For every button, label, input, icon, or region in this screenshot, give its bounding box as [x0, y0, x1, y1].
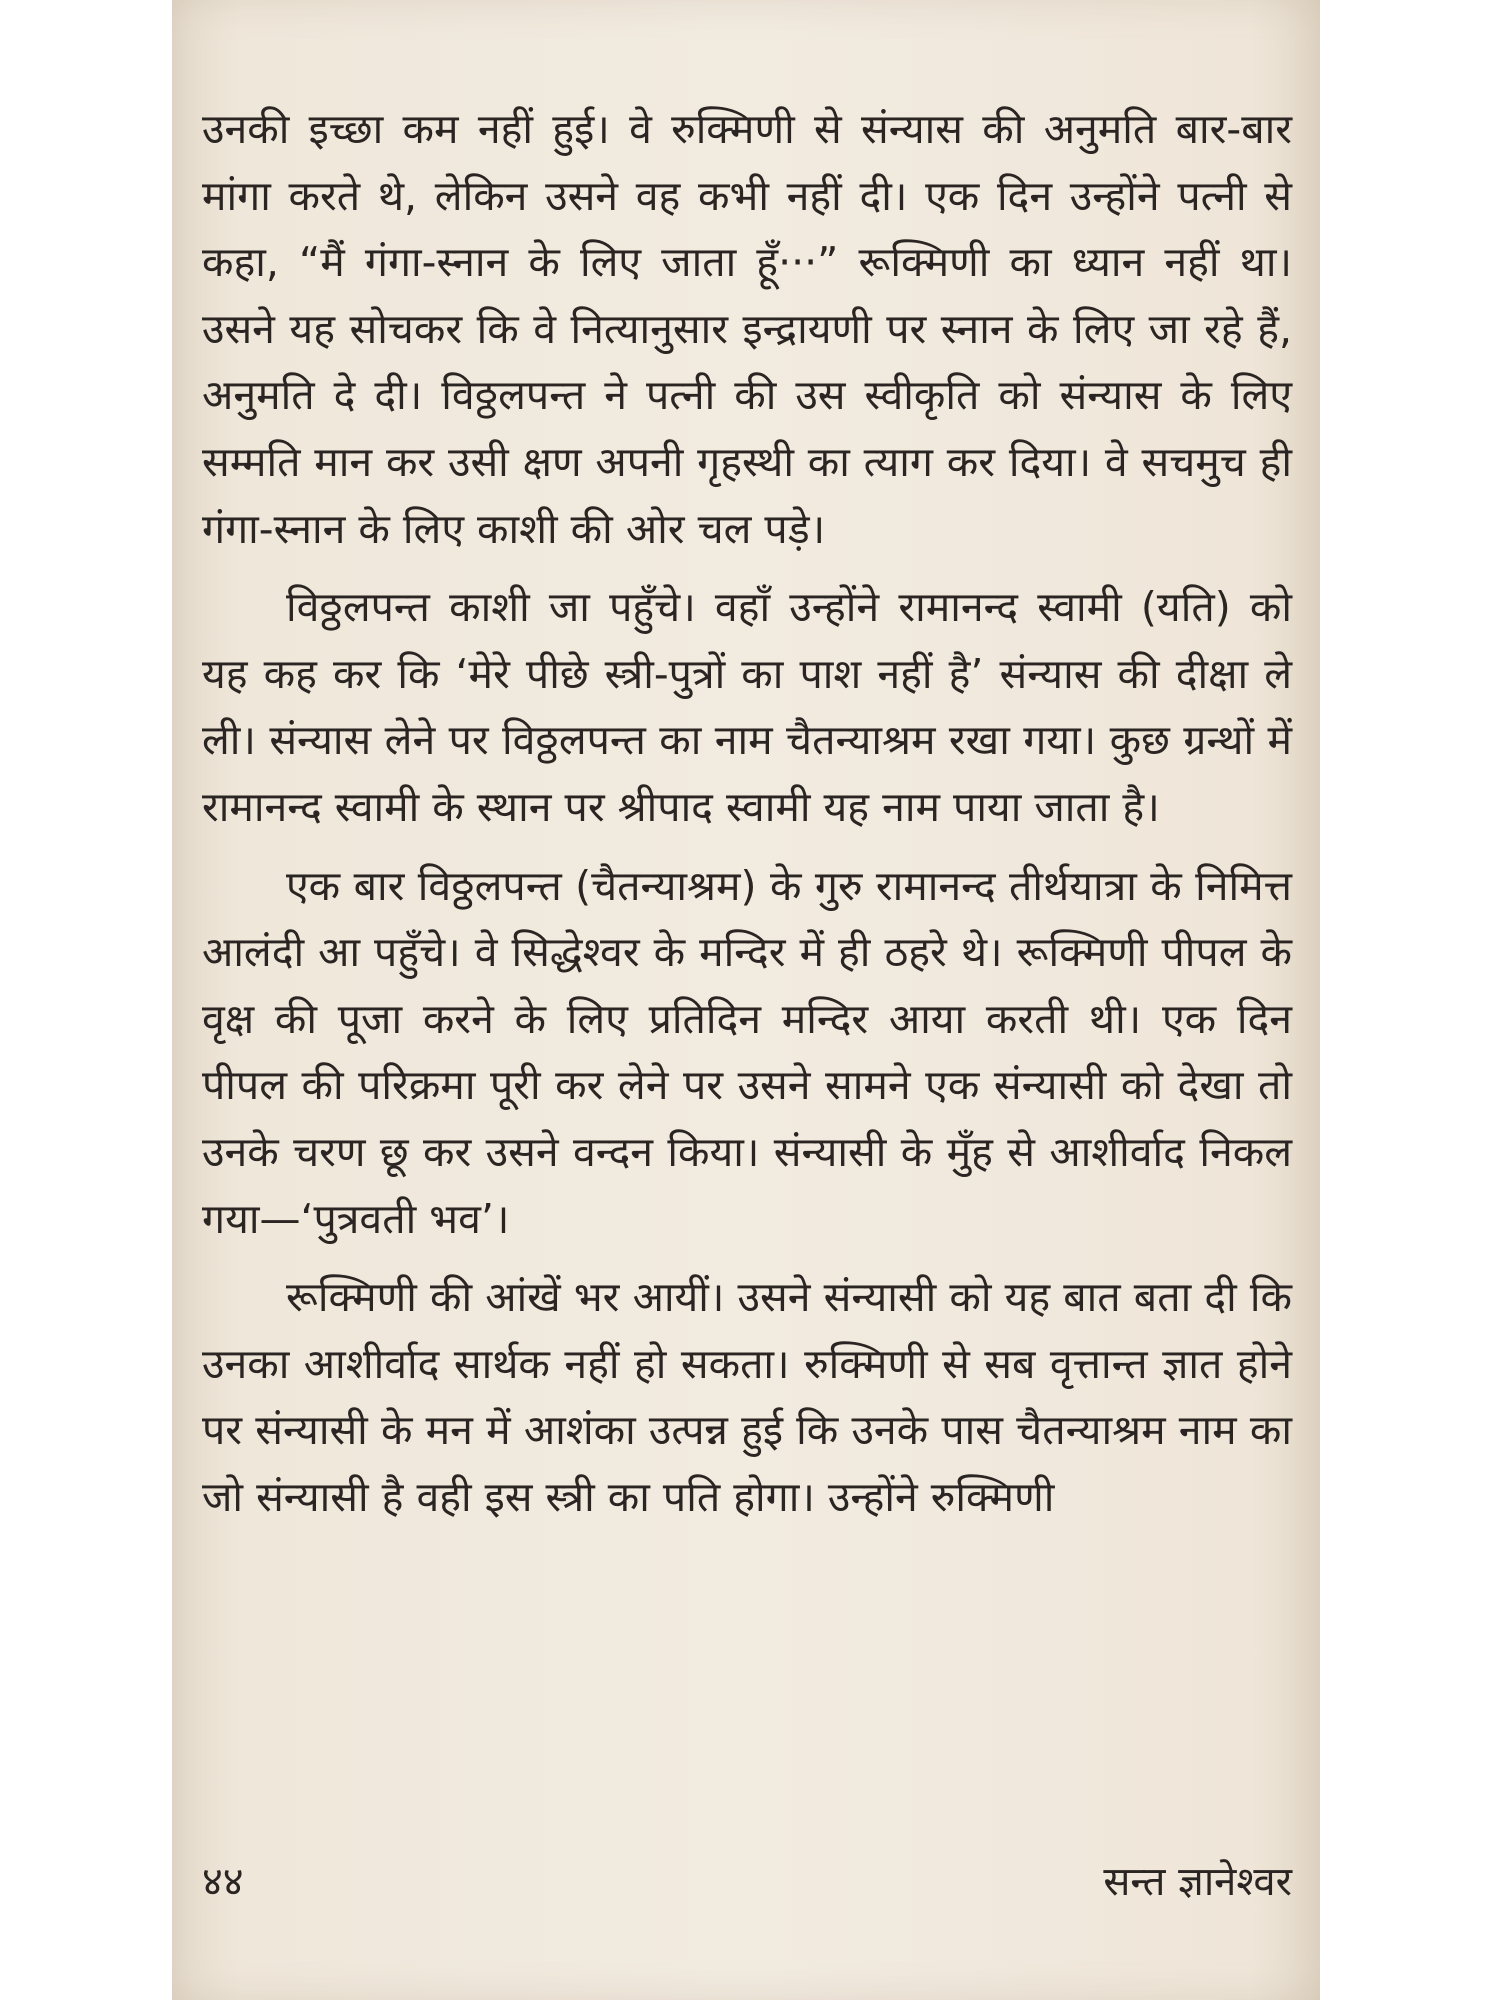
body-text	[202, 96, 1292, 1530]
paragraph-1: उनकी इच्छा कम नहीं हुई। वे रुक्मिणी से संन्यास की अनुमति बार-बार मांगा करते थे, लेकिन उसने वह कभी नहीं दी। एक दिन उन्होंने पत्नी से कहा, “मैं गंगा-स्नान के लिए जाता हूँ···” रूक्मिणी का ध्यान नहीं था। उसने यह सोचकर कि वे नित्यानुसार इन्द्रायणी पर स्नान के लिए जा रहे हैं, अनुमति दे दी। विठ्ठलपन्त ने पत्नी की उस स्वीकृति को संन्यास के लिए सम्मति मान कर उसी क्षण अपनी गृहस्थी का त्याग कर दिया। वे सचमुच ही गंगा-स्नान के लिए काशी की ओर चल पड़े।	[202, 105, 1292, 553]
book-page	[172, 0, 1320, 2000]
paragraph-3: एक बार विठ्ठलपन्त (चैतन्याश्रम) के गुरु रामानन्द तीर्थयात्रा के निमित्त आलंदी आ पहुँचे। वे सिद्धेश्वर के मन्दिर में ही ठहरे थे। रूक्मिणी पीपल के वृक्ष की पूजा करने के लिए प्रतिदिन मन्दिर आया करती थी। एक दिन पीपल की परिक्रमा पूरी कर लेने पर उसने सामने एक संन्यासी को देखा तो उनके चरण छू कर उसने वन्दन किया। संन्यासी के मुँह से आशीर्वाद निकल गया—‘पुत्रवती भव’।	[202, 861, 1292, 1243]
page-footer	[202, 1852, 1292, 1907]
paragraph-4: रूक्मिणी की आंखें भर आयीं। उसने संन्यासी को यह बात बता दी कि उनका आशीर्वाद सार्थक नहीं हो सकता। रुक्मिणी से सब वृत्तान्त ज्ञात होने पर संन्यासी के मन में आशंका उत्पन्न हुई कि उनके पास चैतन्याश्रम नाम का जो संन्यासी है वही इस स्त्री का पति होगा। उन्होंने रुक्मिणी	[202, 1273, 1292, 1521]
paragraph-2: विठ्ठलपन्त काशी जा पहुँचे। वहाँ उन्होंने रामानन्द स्वामी (यति) को यह कह कर कि ‘मेरे पीछे स्त्री-पुत्रों का पाश नहीं है’ संन्यास की दीक्षा ले ली। संन्यास लेने पर विठ्ठलपन्त का नाम चैतन्याश्रम रखा गया। कुछ ग्रन्थों में रामानन्द स्वामी के स्थान पर श्रीपाद स्वामी यह नाम पाया जाता है।	[202, 583, 1292, 831]
running-title: सन्त ज्ञानेश्वर	[1103, 1859, 1292, 1905]
page-number: ४४	[202, 1859, 244, 1905]
